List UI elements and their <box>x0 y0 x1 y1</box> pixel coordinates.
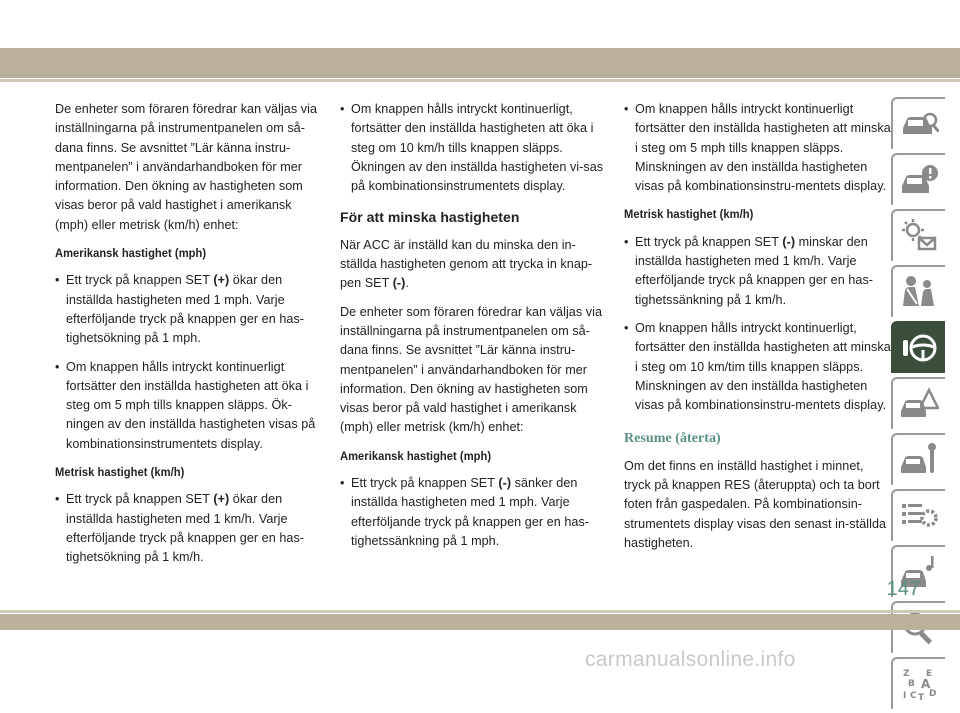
svg-text:A: A <box>921 677 931 691</box>
bullet-increase-mph <box>55 271 323 348</box>
specifications-icon <box>899 498 939 534</box>
column-2 <box>340 100 608 560</box>
svg-text:D: D <box>929 689 937 699</box>
units-paragraph: De enheter som föraren föredrar kan väljas via inställningarna på instrumentpanelen om så-dana finns. Se avsnittet ”Lär känna instru-mentpanelen” i användarhandboken för mer information. Den ökning av hastigheten som visas beror på vald hastighet i amerikansk (mph) eller metrisk (km/h) enhet: <box>340 304 602 435</box>
svg-text:C: C <box>910 691 917 701</box>
heading-metric-speed: Metrisk hastighet (km/h) <box>624 207 754 222</box>
bullet-hold-decrease-mph: • Om knappen hålls intryckt kontinuerligt fortsätter den inställda hastigheten att minska i steg om 5 mph tills knappen släpps. Minskningen av den inställda hastigheten visas på kombinationsinstru-mentets display. <box>624 100 892 196</box>
bullet-text: Ett tryck på knappen SET <box>635 234 783 249</box>
key-label: (-) <box>782 234 796 249</box>
svg-text:Z: Z <box>903 669 910 679</box>
footer-bar <box>0 614 960 630</box>
tab-passenger-safety[interactable] <box>891 265 945 317</box>
svg-text:E: E <box>926 669 933 679</box>
footer-rule <box>0 610 960 613</box>
tab-car-search[interactable] <box>891 97 945 149</box>
warning-lights-icon <box>899 218 939 254</box>
decrease-paragraph <box>340 236 608 294</box>
bullet-hold-decrease-kmh: • Om knappen hålls intryckt kontinuerligt, fortsätter den inställda hastigheten att minska i steg om 10 km/tim tills knappen släpps. Minskningen av den inställda hastigheten visas på kombinationsinstru-mentets display. <box>624 319 892 415</box>
bullet-decrease-kmh <box>624 233 892 310</box>
key-label: (-) <box>498 476 512 491</box>
intro-paragraph: De enheter som föraren föredrar kan väljas via inställningarna på instrumentpanelen om så-dana finns. Se avsnittet ”Lär känna instru-mentpanelen” i användarhandboken för mer information. Den ökning av hastigheten som visas beror på vald hastighet i amerikansk (mph) eller metrisk (km/h) enhet: <box>55 102 317 232</box>
header-bar <box>0 48 960 78</box>
bullet-text: sänker den inställda hastigheten med 1 mph. Varje efterföljande tryck på knappen ger en has-tighetssänkning på 1 mph. <box>351 476 590 548</box>
bullet-text: ökar den inställda hastigheten med 1 mph. Varje efterföljande tryck på knappen ger en has-tighetsökning på 1 mph. <box>66 273 305 346</box>
tab-car-info[interactable] <box>891 153 945 205</box>
bullet-hold-kmh: • Om knappen hålls intryckt kontinuerligt, fortsätter den inställda hastigheten att öka i steg om 10 km/h tills knappen släpps. Ökningen av den inställda hastigheten vi-sas på kombinationsinstrumentets display. <box>340 100 608 196</box>
page-number: 147 <box>886 578 920 600</box>
key-label: (+) <box>213 273 230 288</box>
tab-warning-lights[interactable] <box>891 209 945 261</box>
bullet-text: Ett tryck på knappen SET <box>66 273 214 288</box>
bullet-text: Ett tryck på knappen SET <box>66 492 214 507</box>
paragraph-text: När ACC är inställd kan du minska den in-ställda hastigheten genom att trycka in knap-pen SET <box>340 237 593 291</box>
tab-roadside-warning[interactable] <box>891 377 945 429</box>
resume-paragraph: Om det finns en inställd hastighet i minnet, tryck på knappen RES (återuppta) och ta bort foten från gaspedalen. På kombinationsin-strumentets display visas den senast in-ställda hastigheten. <box>624 458 887 550</box>
svg-text:I: I <box>903 691 907 701</box>
column-1 <box>55 100 323 577</box>
heading-resume: Resume (återta) <box>624 431 721 447</box>
bullet-increase-kmh <box>55 490 323 567</box>
heading-us-speed: Amerikansk hastighet (mph) <box>55 246 207 261</box>
roadside-warning-icon <box>899 386 939 422</box>
watermark: carmanualsonline.info <box>585 648 796 671</box>
bullet-text: ökar den inställda hastigheten med 1 km/h. Varje efterföljande tryck på knappen ger en has-tighetsökning på 1 km/h. <box>66 492 305 565</box>
bullet-decrease-mph <box>340 474 608 551</box>
tab-alphabet-index[interactable] <box>891 657 945 709</box>
heading-metric-speed: Metrisk hastighet (km/h) <box>55 465 185 480</box>
top-margin <box>0 0 960 48</box>
passenger-safety-icon <box>899 274 939 310</box>
key-label: (-) <box>392 276 406 291</box>
bullet-text: minskar den inställda hastigheten med 1 km/h. Varje efterföljande tryck på knappen ger en has-tighetssänkning på 1 km/h. <box>635 234 874 307</box>
steering-wheel-icon <box>899 330 939 366</box>
alphabet-index-icon <box>899 666 939 702</box>
tab-specifications[interactable] <box>891 489 945 541</box>
tab-steering-wheel[interactable] <box>891 321 945 373</box>
car-search-icon <box>899 106 939 142</box>
tab-car-service[interactable] <box>891 433 945 485</box>
key-label: (+) <box>213 492 230 507</box>
heading-us-speed: Amerikansk hastighet (mph) <box>340 448 492 463</box>
bullet-text: Ett tryck på knappen SET <box>351 476 499 491</box>
paragraph-text: . <box>405 276 409 291</box>
car-info-icon <box>899 162 939 198</box>
header-rule <box>0 79 960 82</box>
bullet-hold-mph: • Om knappen hålls intryckt kontinuerligt fortsätter den inställda hastigheten att öka i steg om 5 mph tills knappen släpps. Ök-ningen av den inställda hastigheten visas på kombinationsinstrumentets display. <box>55 358 323 454</box>
svg-text:B: B <box>908 679 915 689</box>
svg-text:T: T <box>918 693 925 702</box>
heading-decrease-speed: För att minska hastigheten <box>340 209 520 226</box>
column-3 <box>624 100 892 562</box>
car-service-icon <box>899 442 939 478</box>
